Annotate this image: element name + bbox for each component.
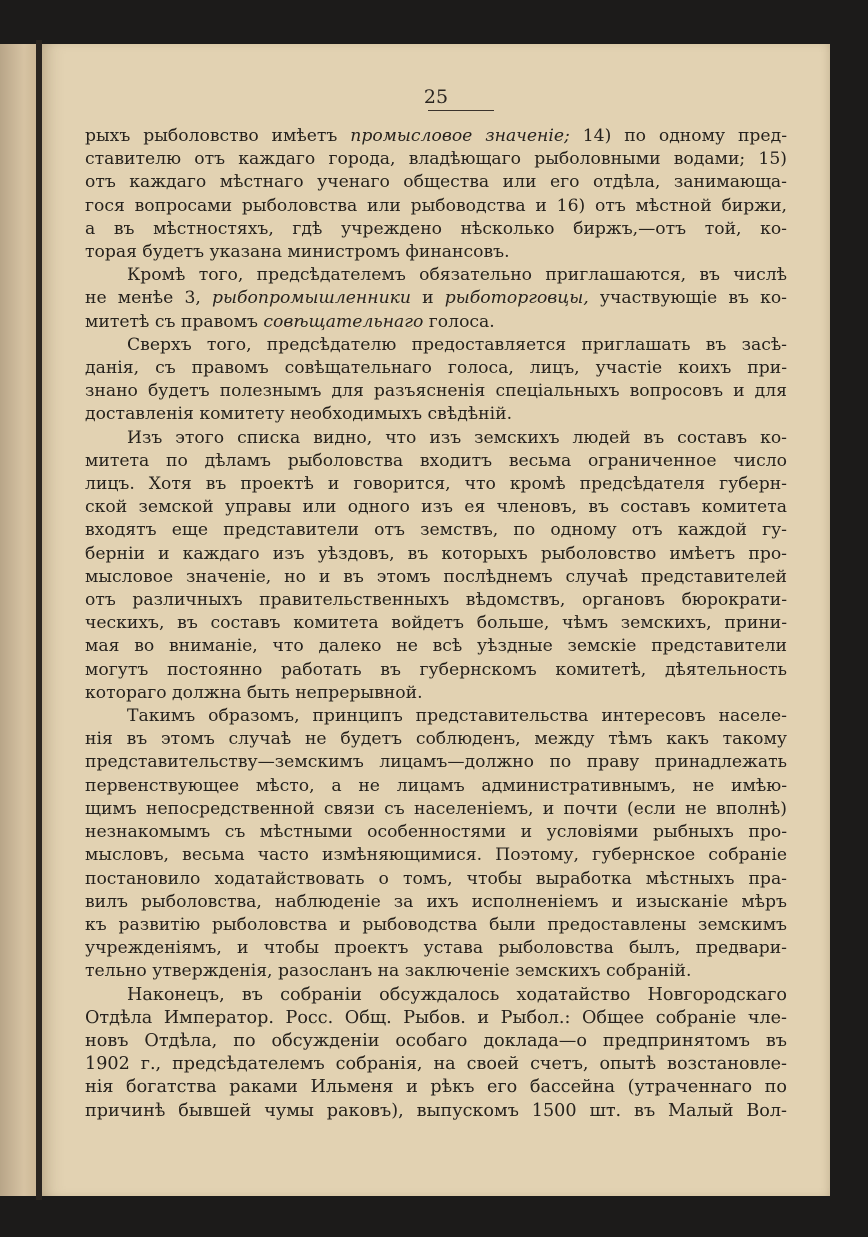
text-line xyxy=(85,427,787,450)
text-line xyxy=(85,984,787,1007)
text-line xyxy=(85,1100,787,1123)
text-line xyxy=(85,334,787,357)
document-page xyxy=(42,44,830,1196)
text-run: митета по дѣламъ рыболовства входитъ весьма ограниченное число xyxy=(85,450,787,471)
text-run: торая будетъ указана министромъ финансовъ. xyxy=(85,242,510,263)
text-run: знано будетъ полезнымъ для разъясненія спеціальныхъ вопросовъ и для xyxy=(85,381,787,402)
text-line xyxy=(85,543,787,566)
text-line xyxy=(85,450,787,473)
text-run: новъ Отдѣла, по обсужденіи особаго доклада—о предпринятомъ въ xyxy=(85,1030,787,1051)
text-run: гося вопросами рыболовства или рыбоводства и 16) отъ мѣстной биржи, xyxy=(85,195,787,216)
body-text xyxy=(85,125,787,1123)
text-line xyxy=(85,264,787,287)
text-line xyxy=(85,775,787,798)
text-line xyxy=(85,496,787,519)
text-run: мысловое значеніе, но и въ этомъ послѣднемъ случаѣ представителей xyxy=(85,566,787,587)
text-run: а въ мѣстностяхъ, гдѣ учреждено нѣсколько биржъ,—отъ той, ко- xyxy=(85,218,787,239)
text-run: ческихъ, въ составъ комитета войдетъ больше, чѣмъ земскихъ, прини- xyxy=(85,613,787,634)
text-run: участвующіе въ ко- xyxy=(588,288,787,309)
text-line xyxy=(85,519,787,542)
text-run: Кромѣ того, предсѣдателемъ обязательно приглашаются, въ числѣ xyxy=(127,265,787,286)
text-run: 1902 г., предсѣдателемъ собранія, на своей счетъ, опытѣ возстановле- xyxy=(85,1054,787,1075)
text-run: учрежденіямъ, и чтобы проектъ устава рыболовства былъ, предвари- xyxy=(85,938,787,959)
text-run: могутъ постоянно работать въ губернскомъ комитетѣ, дѣятельность xyxy=(85,659,787,680)
text-line xyxy=(85,566,787,589)
text-line xyxy=(85,868,787,891)
text-line xyxy=(85,311,787,334)
text-line xyxy=(85,1030,787,1053)
text-run: голоса. xyxy=(423,311,495,332)
text-line xyxy=(85,1007,787,1030)
text-run: данія, съ правомъ совѣщательнаго голоса, лицъ, участіе коихъ при- xyxy=(85,358,787,379)
text-run: нія въ этомъ случаѣ не будетъ соблюденъ, между тѣмъ какъ такому xyxy=(85,729,787,750)
text-run: тельно утвержденія, разосланъ на заключеніе земскихъ собраній. xyxy=(85,961,692,982)
italic-term: рыбопромышленники xyxy=(212,288,411,309)
text-run: къ развитію рыболовства и рыбоводства были предоставлены земскимъ xyxy=(85,914,787,935)
text-run: ставителю отъ каждаго города, владѣющаго рыболовными водами; 15) xyxy=(85,149,787,170)
text-line xyxy=(85,705,787,728)
text-line xyxy=(85,171,787,194)
text-line xyxy=(85,125,787,148)
text-line xyxy=(85,728,787,751)
text-run: лицъ. Хотя въ проектѣ и говорится, что кромѣ предсѣдателя губерн- xyxy=(85,474,787,495)
text-run: митетѣ съ правомъ xyxy=(85,311,264,332)
text-line xyxy=(85,241,787,264)
page-number: 25 xyxy=(423,86,449,108)
text-run: Отдѣла Император. Росс. Общ. Рыбов. и Рыбол.: Общее собраніе чле- xyxy=(85,1007,787,1028)
text-run: вилъ рыболовства, наблюденіе за ихъ исполненіемъ и изысканіе мѣръ xyxy=(85,891,787,912)
text-run: незнакомымъ съ мѣстными особенностями и условіями рыбныхъ про- xyxy=(85,822,787,843)
left-page-edge xyxy=(0,44,40,1196)
text-line xyxy=(85,1053,787,1076)
italic-term: рыботорговцы, xyxy=(444,288,589,309)
text-run: 14) по одному пред- xyxy=(569,126,787,146)
text-line xyxy=(85,751,787,774)
text-run: Изъ этого списка видно, что изъ земскихъ людей въ составъ ко- xyxy=(127,427,787,448)
text-line xyxy=(85,218,787,241)
text-line xyxy=(85,914,787,937)
text-line xyxy=(85,844,787,867)
text-run: нія богатства раками Ильменя и рѣкъ его бассейна (утраченнаго по xyxy=(85,1077,787,1098)
text-run: и xyxy=(410,288,445,309)
text-run: первенствующее мѣсто, а не лицамъ административнымъ, не имѣю- xyxy=(85,775,787,796)
text-run: мая во вниманіе, что далеко не всѣ уѣздные земскіе представители xyxy=(85,636,787,657)
text-line xyxy=(85,821,787,844)
text-run: ской земской управы или одного изъ ея членовъ, въ составъ комитета xyxy=(85,497,787,518)
text-line xyxy=(85,891,787,914)
text-run: доставленія комитету необходимыхъ свѣдѣній. xyxy=(85,404,513,425)
italic-term: промысловое значеніе; xyxy=(350,126,570,146)
text-run: мысловъ, весьма часто измѣняющимися. Поэтому, губернское собраніе xyxy=(85,845,787,866)
text-line xyxy=(85,380,787,403)
text-run: входятъ еще представители отъ земствъ, по одному отъ каждой гу- xyxy=(85,520,787,541)
text-run: не менѣе 3, xyxy=(85,288,213,309)
text-line xyxy=(85,937,787,960)
text-run: рыхъ рыболовство имѣетъ xyxy=(85,126,351,146)
text-line xyxy=(85,403,787,426)
text-run: берніи и каждаго изъ уѣздовъ, въ которыхъ рыболовство имѣетъ про- xyxy=(85,543,787,564)
page-number-rule xyxy=(428,110,494,111)
text-run: котораго должна быть непрерывной. xyxy=(85,682,423,703)
text-run: Такимъ образомъ, принципъ представительства интересовъ населе- xyxy=(127,706,787,727)
text-line xyxy=(85,287,787,310)
text-line xyxy=(85,1076,787,1099)
text-run: отъ каждаго мѣстнаго ученаго общества или его отдѣла, занимающа- xyxy=(85,172,787,193)
text-line xyxy=(85,148,787,171)
text-run: щимъ непосредственной связи съ населеніемъ, и почти (если не вполнѣ) xyxy=(85,798,787,819)
text-line xyxy=(85,798,787,821)
text-line xyxy=(85,635,787,658)
text-line xyxy=(85,659,787,682)
text-run: Наконецъ, въ собраніи обсуждалось ходатайство Новгородскаго xyxy=(127,984,787,1005)
text-run: причинѣ бывшей чумы раковъ), выпускомъ 1500 шт. въ Малый Вол- xyxy=(85,1100,787,1121)
text-line xyxy=(85,357,787,380)
page-text xyxy=(85,125,787,1123)
text-line xyxy=(85,195,787,218)
text-run: Сверхъ того, предсѣдателю предоставляется приглашать въ засѣ- xyxy=(127,334,787,355)
italic-term: совѣщательнаго xyxy=(263,311,424,332)
text-line xyxy=(85,682,787,705)
text-run: отъ различныхъ правительственныхъ вѣдомствъ, органовъ бюрократи- xyxy=(85,590,787,611)
text-run: постановило ходатайствовать о томъ, чтобы выработка мѣстныхъ пра- xyxy=(85,868,787,889)
text-line xyxy=(85,473,787,496)
text-run: представительству—земскимъ лицамъ—должно по праву принадлежать xyxy=(85,752,787,773)
text-line xyxy=(85,612,787,635)
text-line xyxy=(85,960,787,983)
text-line xyxy=(85,589,787,612)
